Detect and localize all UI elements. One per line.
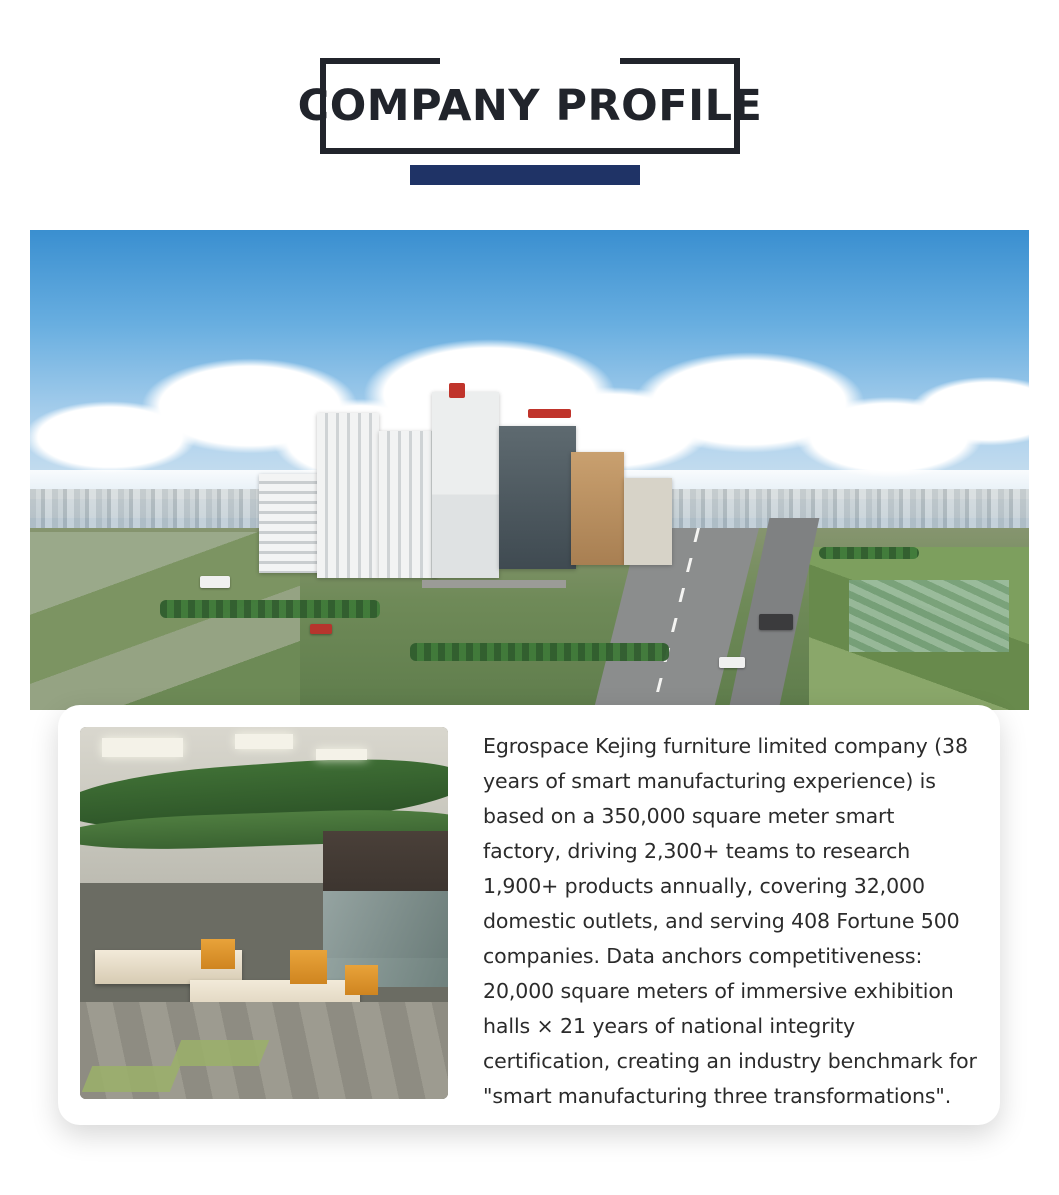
company-description: Egrospace Kejing furniture limited company (38 years of smart manufacturing experience) is based on a 350,000 square meter smart factory, driving 2,300+ teams to research 1,900+ products annually, covering 32,000 domestic outlets, and serving 408 Fortune 500 companies. Data anchors competitiveness: 20,000 square meters of immersive exhibition halls × 21 years of national integrity certification, creating an industry benchmark for "smart manufacturing three transformations".: [483, 734, 984, 1108]
building-low-left: [259, 474, 321, 573]
building-tower-c: [432, 392, 499, 578]
building-cluster: [250, 379, 730, 595]
building-brown-block: [571, 452, 624, 564]
ceiling-light-c: [316, 749, 368, 760]
right-pond: [849, 580, 1009, 652]
truck-road-dark: [759, 614, 793, 630]
building-side-block: [624, 478, 672, 564]
building-tower-a: [317, 413, 379, 577]
page-title: COMPANY PROFILE: [297, 81, 763, 131]
rooftop-banner-sign: [528, 409, 571, 418]
tree-row-center: [410, 643, 670, 661]
carpet-accent-b: [170, 1040, 269, 1066]
rooftop-logo-sign: [449, 383, 465, 398]
title-underbar: [410, 165, 640, 185]
office-interior-photo: [80, 727, 448, 1099]
carpet-accent-a: [82, 1066, 181, 1092]
orange-panel-b: [290, 950, 327, 983]
ceiling-light-b: [235, 734, 294, 749]
page-header: [0, 58, 1059, 188]
van-red: [310, 624, 332, 634]
glass-partition: [323, 891, 448, 988]
plaza-strip: [422, 580, 566, 589]
truck-left: [200, 576, 230, 588]
company-profile-card: [58, 705, 1000, 1125]
tree-row-left: [160, 600, 380, 618]
orange-panel-a: [201, 939, 234, 969]
building-glass-block: [499, 426, 576, 569]
tree-row-right: [819, 547, 919, 559]
truck-road-white: [719, 657, 745, 668]
title-frame: [297, 58, 763, 154]
headquarters-aerial-photo: [30, 230, 1029, 710]
building-tower-b: [379, 431, 437, 578]
orange-panel-c: [345, 965, 378, 995]
ceiling-light-a: [102, 738, 183, 757]
